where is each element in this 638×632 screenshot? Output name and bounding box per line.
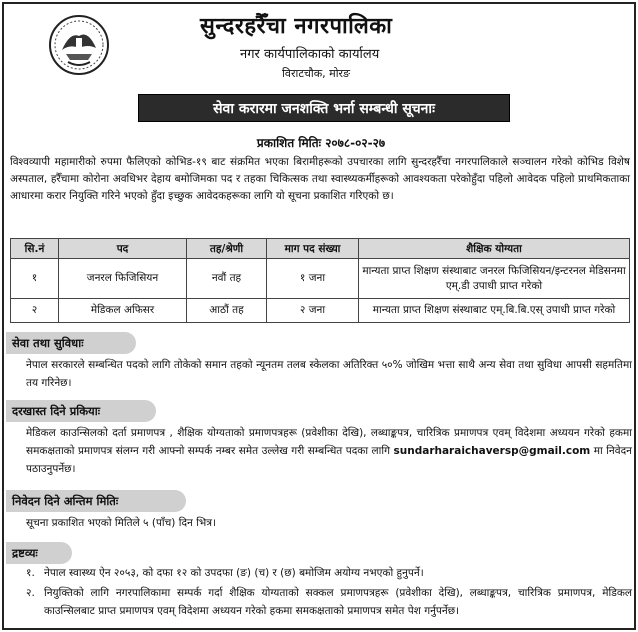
- application-heading: दरखास्त दिने प्रकियाः: [6, 400, 156, 422]
- notice-page: [2, 2, 636, 630]
- deadline-body: सूचना प्रकाशित भएको मितिले ५ (पाँच) दिन भित्र।: [26, 517, 217, 529]
- table-header-cell: माग पद संख्या: [267, 239, 359, 259]
- table-cell: १: [11, 259, 59, 299]
- posts-table: [10, 238, 630, 323]
- table-cell: २: [11, 299, 59, 323]
- facilities-body: नेपाल सरकारले सम्बन्धित पदको लागि तोकेको समान तहको न्यूनतम तलब स्केलका अतिरिक्त ५०% जोखिम भत्ता साथै अन्य सेवा तथा सुविधा आपसी सहमतिमा तय गरिनेछ।: [26, 359, 632, 389]
- table-row: [11, 259, 630, 299]
- table-header-cell: तह/श्रेणी: [187, 239, 267, 259]
- note-number: १.: [26, 567, 35, 579]
- table-row: [11, 299, 630, 323]
- table-header-cell: पद: [59, 239, 187, 259]
- note-text: नेपाल स्वास्थ्य ऐन २०५३, को दफा १२ को उपदफा (ङ) (च) र (छ) बमोजिम अयोग्य नभएको हुनुपर्ने।: [44, 567, 424, 579]
- nepal-emblem-icon: [48, 14, 110, 76]
- application-body: [26, 424, 632, 478]
- table-cell: २ जना: [267, 299, 359, 323]
- table-cell: मेडिकल अफिसर: [59, 299, 187, 323]
- note-text: नियुक्तिको लागि नगरपालिकामा सम्पर्क गर्दा शैक्षिक योग्यताको सक्कल प्रमाणपत्रहरू (प्रवेशीका देखि), लब्धाङ्कपत्र, चारित्रिक प्रमाणपत्र, मेडिकल काउन्सिलबाट प्राप्त प्रमाणपत्र एवम् विदेशमा अध्ययन गरेको हकमा समकक्षताको प्रमाणपत्र समेत पेश गर्नुपर्नेछ।: [44, 587, 632, 617]
- intro-paragraph: विश्वव्यापी महामारीको रुपमा फैलिएको कोभिड-१९ बाट संक्रमित भएका बिरामीहरूको उपचारका लागि सुन्दरहरैँचा नगरपालिकाले सञ्चालन गरेको कोभिड विशेष अस्पताल, हरैँचामा कोरोना अवधिभर देहाय बमोजिमका पद र तहका चिकित्सक तथा स्वास्थ्यकर्मीहरूको आवश्यकता परेकोहुँदा पहिलो आवेदक पहिलो प्राथमिकताका आधारमा करार नियुक्ति गरिने भएको हुँदा इच्छुक आवेदकहरूका लागि यो सूचना प्रकाशित गरिएको छ।: [10, 156, 630, 202]
- notes-heading: द्रष्टव्यः: [6, 542, 72, 564]
- deadline-heading: निवेदन दिने अन्तिम मितिः: [6, 490, 186, 512]
- application-email[interactable]: sundarharaichaversp@gmail.com: [393, 445, 591, 457]
- table-cell: मान्यता प्राप्त शिक्षण संस्थाबाट एम्.बि.बि.एस् उपाधी प्राप्त गरेको: [359, 299, 630, 323]
- table-cell: आठौं तह: [187, 299, 267, 323]
- org-name: सुन्दरहरैँचा नगरपालिका: [200, 14, 393, 39]
- table-cell: जनरल फिजिसियन: [59, 259, 187, 299]
- note-item: [26, 564, 632, 582]
- table-header-cell: शैक्षिक योग्यता: [359, 239, 630, 259]
- application-text: मेडिकल काउन्सिलको दर्ता प्रमाणपत्र , शैक्षिक योग्यताको प्रमाणपत्रहरू (प्रवेशीका देखि), लब्धाङ्कपत्र, चारित्रिक प्रमाणपत्र एवम् विदेशमा अध्ययन गरेको हकमा समकक्षताको प्रमाणपत्र संलग्न गरी आफ्नो सम्पर्क नम्बर समेत उल्लेख गरी सम्बन्धित पदका लागि: [26, 427, 632, 457]
- office-name: नगर कार्यपालिकाको कार्यालय: [240, 47, 380, 62]
- table-cell: १ जना: [267, 259, 359, 299]
- application-text-tail: मा निवेदन पठाउनुपर्नेछ।: [26, 445, 632, 475]
- note-number: २.: [26, 587, 35, 599]
- facilities-heading: सेवा तथा सुविधाः: [6, 332, 136, 354]
- notice-title-banner: सेवा करारमा जनशक्ति भर्ना सम्बन्धी सूचनाः: [138, 94, 510, 122]
- table-header-row: [11, 239, 630, 259]
- table-header-cell: सि.नं: [11, 239, 59, 259]
- table-cell: मान्यता प्राप्त शिक्षण संस्थाबाट जनरल फिजिसियन/इन्टरनल मेडिसनमा एम्.डी उपाधी प्राप्त गरेको: [359, 259, 630, 299]
- note-item: [26, 584, 632, 620]
- table-cell: नवौं तह: [187, 259, 267, 299]
- office-address: विराटचौक, मोरङ: [282, 67, 351, 80]
- published-date: प्रकाशित मितिः २०७८-०२-२७: [256, 136, 386, 150]
